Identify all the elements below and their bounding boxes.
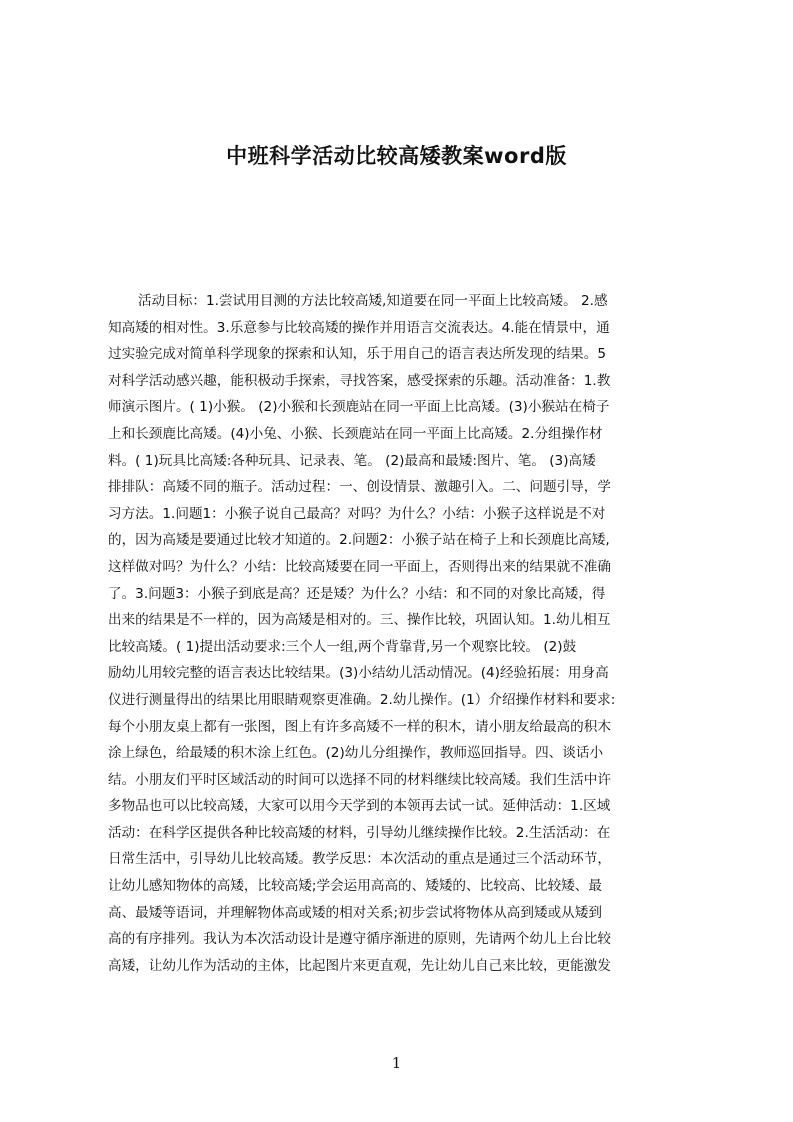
body-line: 师演示图片。( 1)小猴。 (2)小猴和长颈鹿站在同一平面上比高矮。(3)小猴站在椅子 xyxy=(108,399,610,416)
document-title: 中班科学活动比较高矮教案word版 xyxy=(226,144,567,168)
body-line: 这样做对吗？为什么？小结：比较高矮要在同一平面上，否则得出来的结果就不准确 xyxy=(108,558,611,575)
body-line: 每个小朋友桌上都有一张图，图上有许多高矮不一样的积木，请小朋友给最高的积木 xyxy=(108,718,611,735)
body-line: 对科学活动感兴趣，能积极动手探索，寻找答案，感受探索的乐趣。活动准备：1.教 xyxy=(108,372,611,389)
body-line: 出来的结果是不一样的，因为高矮是相对的。三、操作比较，巩固认知。1.幼儿相互 xyxy=(108,612,611,629)
body-line: 涂上绿色，给最矮的积木涂上红色。(2)幼儿分组操作，教师巡回指导。四、谈话小 xyxy=(108,745,604,762)
body-line: 过实验完成对简单科学现象的探索和认知，乐于用自己的语言表达所发现的结果。5 xyxy=(108,346,607,363)
body-line: 高的有序排列。我认为本次活动设计是遵守循序渐进的原则，先请两个幼儿上台比较 xyxy=(108,931,611,948)
body-line: 日常生活中，引导幼儿比较高矮。教学反思：本次活动的重点是通过三个活动环节， xyxy=(108,851,611,868)
body-line: 活动目标：1.尝试用目测的方法比较高矮,知道要在同一平面上比较高矮。 2.感 xyxy=(138,293,608,309)
body-line: 的，因为高矮是要通过比较才知道的。2.问题2：小猴子站在椅子上和长颈鹿比高矮, xyxy=(108,532,610,549)
body-line: 习方法。1.问题1：小猴子说自己最高？对吗？为什么？小结：小猴子这样说是不对 xyxy=(108,505,606,522)
body-line: 了。3.问题3：小猴子到底是高？还是矮？为什么？小结：和不同的对象比高矮，得 xyxy=(108,585,606,602)
page-number: 1 xyxy=(391,1054,402,1072)
body-line: 排排队：高矮不同的瓶子。活动过程：一、创设情景、激趣引入。二、问题引导，学 xyxy=(108,479,611,496)
body-line: 高矮，让幼儿作为活动的主体，比起图片来更直观，先让幼儿自己来比较，更能激发 xyxy=(108,957,611,974)
body-line: 让幼儿感知物体的高矮，比较高矮;学会运用高高的、矮矮的、比较高、比较矮、最 xyxy=(108,878,602,895)
body-line: 多物品也可以比较高矮，大家可以用今天学到的本领再去试一试。延伸活动：1.区域 xyxy=(108,798,611,815)
body-line: 高、最矮等语词，并理解物体高或矮的相对关系;初步尝试将物体从高到矮或从矮到 xyxy=(108,904,602,921)
body-line: 活动：在科学区提供各种比较高矮的材料，引导幼儿继续操作比较。2.生活活动：在 xyxy=(108,824,611,841)
body-line: 比较高矮。( 1)提出活动要求:三个人一组,两个背靠背,另一个观察比较。 (2)鼓 xyxy=(108,638,577,655)
body-line: 仪进行测量得出的结果比用眼睛观察更准确。2.幼儿操作。(1）介绍操作材料和要求: xyxy=(108,691,616,708)
body-line: 料。( 1)玩具比高矮:各种玩具、记录表、笔。 (2)最高和最矮:图片、笔。 (3)高矮 xyxy=(108,452,596,469)
body-line: 知高矮的相对性。3.乐意参与比较高矮的操作并用语言交流表达。4.能在情景中，通 xyxy=(108,319,610,336)
body-line: 上和长颈鹿比高矮。(4)小兔、小猴、长颈鹿站在同一平面上比高矮。2.分组操作材 xyxy=(108,425,603,442)
document-body xyxy=(108,288,693,979)
body-line: 励幼儿用较完整的语言表达比较结果。(3)小结幼儿活动情况。(4)经验拓展：用身高 xyxy=(108,665,609,682)
body-line: 结。小朋友们平时区域活动的时间可以选择不同的材料继续比较高矮。我们生活中许 xyxy=(108,771,611,788)
